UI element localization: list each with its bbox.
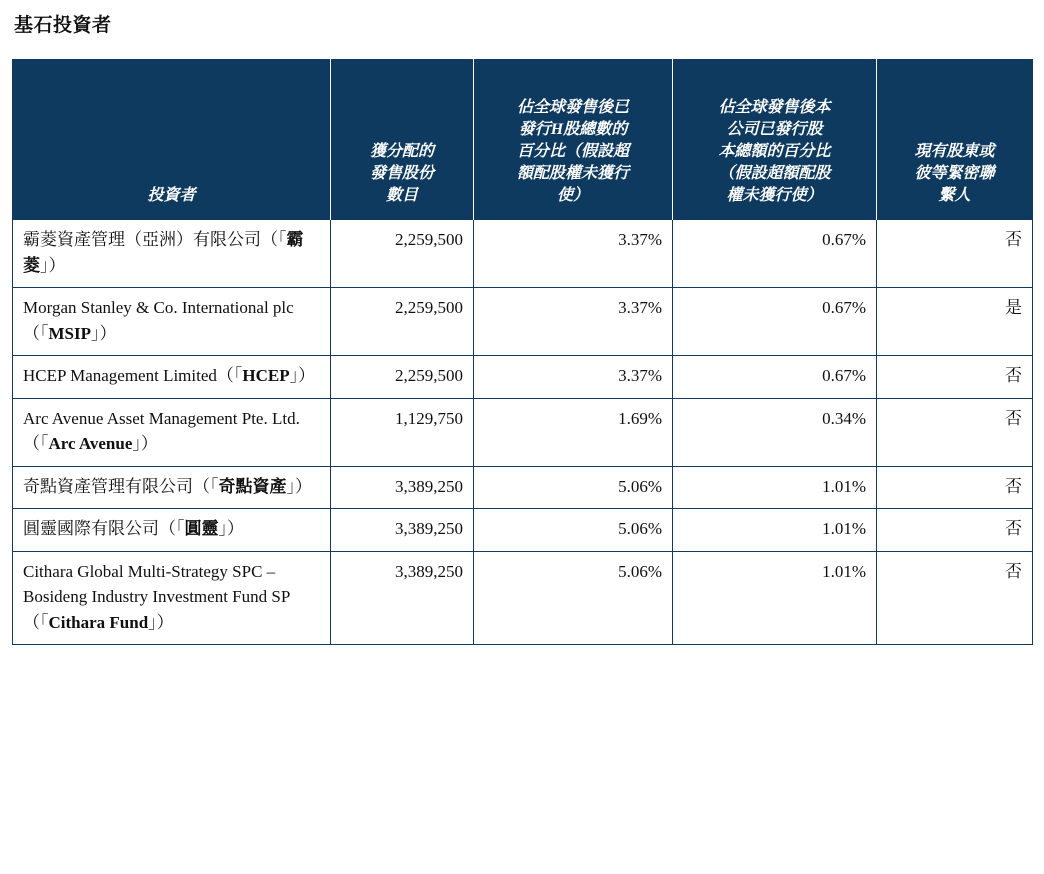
cell-pct-total-share-capital: 0.34% bbox=[673, 398, 877, 466]
cell-pct-h-shares: 5.06% bbox=[474, 551, 673, 645]
cell-existing-shareholder: 否 bbox=[877, 466, 1033, 509]
cell-investor: 霸菱資產管理（亞洲）有限公司（「霸菱」） bbox=[13, 220, 331, 288]
cell-investor: 奇點資產管理有限公司（「奇點資產」） bbox=[13, 466, 331, 509]
cell-pct-h-shares: 5.06% bbox=[474, 466, 673, 509]
cell-pct-total-share-capital: 1.01% bbox=[673, 466, 877, 509]
cell-pct-h-shares: 3.37% bbox=[474, 288, 673, 356]
investor-abbreviation: Arc Avenue bbox=[48, 434, 133, 453]
table-row bbox=[13, 466, 1033, 509]
table-row bbox=[13, 220, 1033, 288]
cell-pct-total-share-capital: 1.01% bbox=[673, 509, 877, 552]
cell-pct-total-share-capital: 1.01% bbox=[673, 551, 877, 645]
table-header-row bbox=[13, 60, 1033, 220]
cell-pct-h-shares: 3.37% bbox=[474, 356, 673, 399]
table-row bbox=[13, 356, 1033, 399]
investor-abbreviation: HCEP bbox=[242, 366, 290, 385]
cell-investor: Cithara Global Multi-Strategy SPC – Bosideng Industry Investment Fund SP（「Cithara Fund」） bbox=[13, 551, 331, 645]
cell-existing-shareholder: 否 bbox=[877, 398, 1033, 466]
table-body bbox=[13, 220, 1033, 645]
table-row bbox=[13, 509, 1033, 552]
cell-existing-shareholder: 否 bbox=[877, 356, 1033, 399]
cell-shares-allotted: 2,259,500 bbox=[331, 220, 474, 288]
cell-investor: 圓靈國際有限公司（「圓靈」） bbox=[13, 509, 331, 552]
investor-abbreviation: Cithara Fund bbox=[48, 612, 149, 632]
column-header-existing-shareholder: 現有股東或 彼等緊密聯 繫人 bbox=[877, 60, 1033, 220]
cell-investor: Arc Avenue Asset Management Pte. Ltd. （「Arc Avenue」） bbox=[13, 398, 331, 466]
column-header-investor: 投資者 bbox=[13, 60, 331, 220]
page-title: 基石投資者 bbox=[14, 15, 112, 36]
column-header-shares-allotted: 獲分配的 發售股份 數目 bbox=[331, 60, 474, 220]
cell-shares-allotted: 3,389,250 bbox=[331, 466, 474, 509]
cell-existing-shareholder: 否 bbox=[877, 220, 1033, 288]
cell-investor: Morgan Stanley & Co. International plc（「MSIP」） bbox=[13, 288, 331, 356]
investor-abbreviation: 奇點資產 bbox=[218, 476, 287, 496]
cell-existing-shareholder: 是 bbox=[877, 288, 1033, 356]
table-header bbox=[13, 60, 1033, 220]
cell-pct-h-shares: 5.06% bbox=[474, 509, 673, 552]
cell-shares-allotted: 3,389,250 bbox=[331, 509, 474, 552]
cell-pct-total-share-capital: 0.67% bbox=[673, 220, 877, 288]
table-row bbox=[13, 551, 1033, 645]
cornerstone-investors-table bbox=[12, 59, 1033, 645]
cell-pct-h-shares: 3.37% bbox=[474, 220, 673, 288]
cell-shares-allotted: 2,259,500 bbox=[331, 288, 474, 356]
cell-pct-h-shares: 1.69% bbox=[474, 398, 673, 466]
table-row bbox=[13, 288, 1033, 356]
cell-shares-allotted: 1,129,750 bbox=[331, 398, 474, 466]
investor-abbreviation: MSIP bbox=[48, 323, 91, 343]
cell-shares-allotted: 3,389,250 bbox=[331, 551, 474, 645]
cell-shares-allotted: 2,259,500 bbox=[331, 356, 474, 399]
column-header-pct-total-share-capital: 佔全球發售後本 公司已發行股 本總額的百分比 （假設超額配股 權未獲行使） bbox=[673, 60, 877, 220]
cell-pct-total-share-capital: 0.67% bbox=[673, 356, 877, 399]
column-header-pct-h-shares: 佔全球發售後已 發行H股總數的 百分比（假設超 額配股權未獲行 使） bbox=[474, 60, 673, 220]
table-row bbox=[13, 398, 1033, 466]
cell-existing-shareholder: 否 bbox=[877, 551, 1033, 645]
investor-abbreviation: 霸菱 bbox=[23, 230, 304, 275]
cell-existing-shareholder: 否 bbox=[877, 509, 1033, 552]
cell-investor: HCEP Management Limited（「HCEP」） bbox=[13, 356, 331, 399]
cell-pct-total-share-capital: 0.67% bbox=[673, 288, 877, 356]
investor-abbreviation: 圓靈 bbox=[184, 519, 219, 538]
